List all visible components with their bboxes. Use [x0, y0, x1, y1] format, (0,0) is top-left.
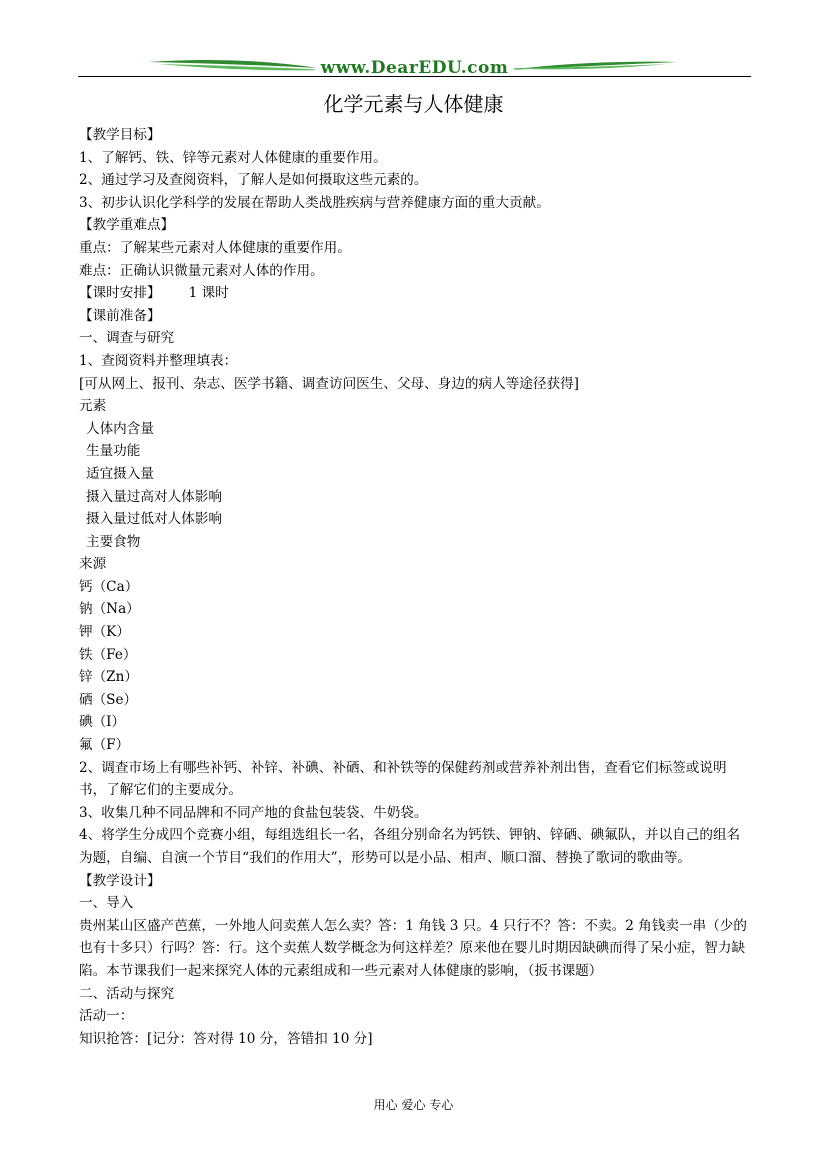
element-row: 钾（K） [79, 624, 130, 641]
goal-item: 2、通过学习及查阅资料，了解人是如何摄取这些元素的。 [79, 172, 428, 189]
hours-label: 【课时安排】 [79, 285, 161, 302]
table-column-label: 生量功能 [86, 443, 141, 460]
quiz-line: 知识抢答：[记分：答对得 10 分，答错扣 10 分] [79, 1030, 373, 1047]
difficult-point: 难点：正确认识微量元素对人体的作用。 [79, 262, 324, 279]
table-column-label: 摄入量过高对人体影响 [86, 488, 222, 505]
hours-value: 1 课时 [188, 285, 229, 302]
table-column-label: 人体内含量 [86, 420, 154, 437]
element-row: 碘（I） [79, 714, 126, 731]
activity-label: 活动一： [79, 1008, 134, 1025]
element-row: 钠（Na） [79, 601, 140, 618]
site-header-banner [78, 52, 751, 82]
hours-line [79, 282, 751, 305]
prep-item: 2、调查市场上有哪些补钙、补锌、补碘、补硒、和补铁等的保健药剂或营养补剂出售，查看它们标签或说明书，了解它们的主要成分。 [79, 759, 727, 799]
key-point: 重点：了解某些元素对人体健康的重要作用。 [79, 239, 351, 256]
table-column-label: 适宜摄入量 [86, 465, 154, 482]
page-title: 化学元素与人体健康 [323, 92, 504, 116]
site-url: www.DearEDU.com [315, 58, 515, 78]
table-column-label: 来源 [79, 556, 107, 573]
key-heading: 【教学重难点】 [79, 217, 175, 234]
prep-item: 4、将学生分成四个竞赛小组，每组选组长一名，各组分别命名为钙铁、钾钠、锌硒、碘氟队，并以自己的组名为题，自编、自演一个节目“我们的作用大”，形势可以是小品、相声、顺口溜、替换了歌词的歌曲等。 [79, 827, 741, 866]
design-intro: 贵州某山区盛产芭蕉，一外地人问卖蕉人怎么卖？答：1 角钱 3 只。4 只行不？答：不卖。2 角钱卖一串（少的也有十多只）行吗？答：行。这个卖蕉人数学概念为何这样差？原来他在婴儿时期因缺碘而得了呆小症，智力缺陷。本节课我们一起来探究人体的元素组成和一些元素对人体健康的影响，（扳书课题） [79, 917, 747, 979]
element-row: 氟（F） [79, 737, 130, 754]
document-body [79, 124, 751, 1050]
goal-item: 1、了解钙、铁、锌等元素对人体健康的重要作用。 [79, 149, 387, 166]
table-header-cell: 元素 [79, 398, 107, 415]
goal-item: 3、初步认识化学科学的发展在帮助人类战胜疾病与营养健康方面的重大贡献。 [79, 194, 550, 211]
element-row: 锌（Zn） [79, 669, 138, 686]
element-row: 铁（Fe） [79, 646, 137, 663]
prep-heading: 【课前准备】 [79, 307, 161, 324]
header-rule [78, 76, 751, 77]
element-row: 钙（Ca） [79, 578, 139, 595]
table-column-label: 摄入量过低对人体影响 [86, 511, 222, 528]
element-row: 硒（Se） [79, 691, 138, 708]
design-subheading: 二、活动与探究 [79, 985, 175, 1002]
prep-item: 1、查阅资料并整理填表： [79, 352, 238, 369]
prep-item: 3、收集几种不同品牌和不同产地的食盐包装袋、牛奶袋。 [79, 804, 428, 821]
prep-subheading: 一、调查与研究 [79, 330, 175, 347]
design-heading: 【教学设计】 [79, 872, 161, 889]
table-column-label: 主要食物 [86, 533, 141, 550]
page-footer: 用心 爱心 专心 [373, 1098, 454, 1112]
design-subheading: 一、导入 [79, 895, 134, 912]
goals-heading: 【教学目标】 [79, 127, 161, 143]
prep-note: [可从网上、报刊、杂志、医学书籍、调查访问医生、父母、身边的病人等途径获得] [79, 375, 579, 392]
